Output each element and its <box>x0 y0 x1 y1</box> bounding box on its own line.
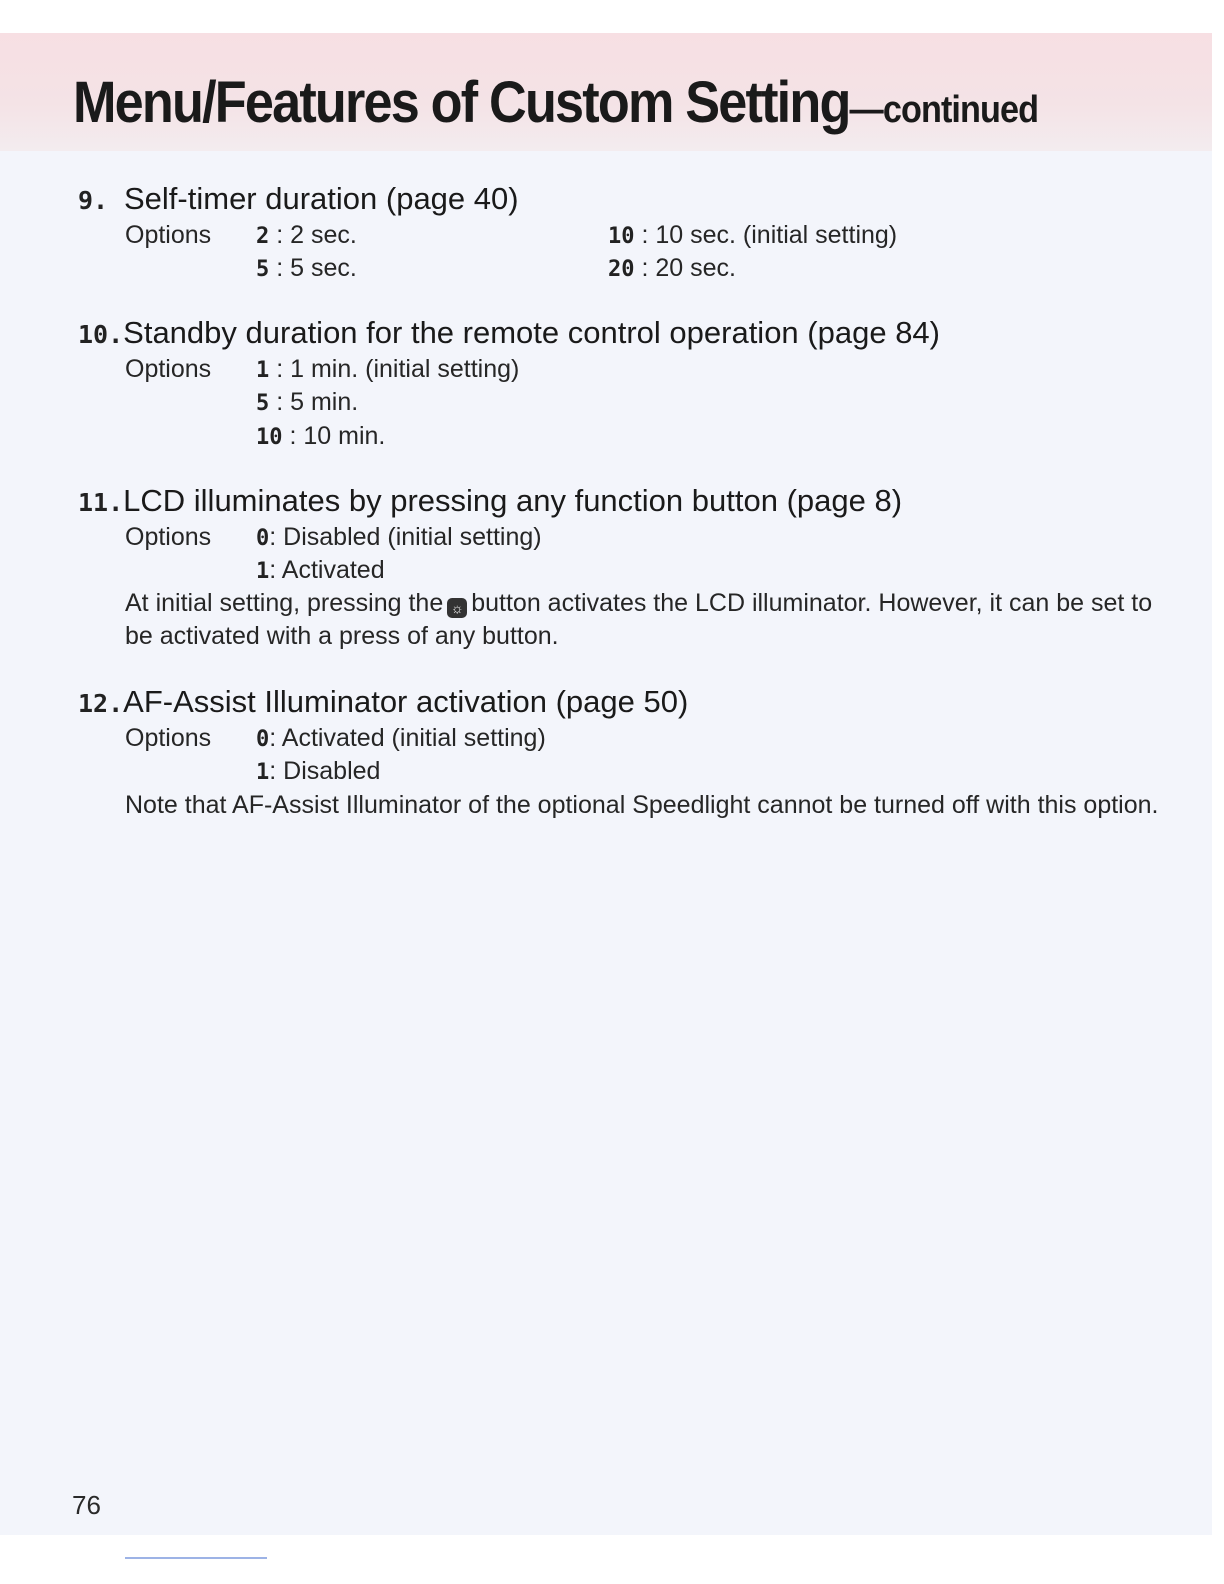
options-label: Options <box>125 523 212 551</box>
option-code: 5 <box>256 257 270 282</box>
illuminator-button-icon: ☼ <box>447 598 467 618</box>
page-title-main: Menu/Features of Custom Setting <box>73 70 850 135</box>
option-text: 10 sec. (initial setting) <box>655 221 898 249</box>
page-title-continued: —continued <box>849 89 1039 131</box>
option-code: 2 <box>256 224 270 249</box>
option-separator: : <box>276 254 284 282</box>
options-label: Options <box>125 355 212 383</box>
page-number: 76 <box>72 1490 101 1520</box>
section-lcd-illumination <box>78 483 1178 663</box>
section-number: 11. <box>78 488 124 517</box>
section-heading <box>78 315 940 351</box>
option-separator: : <box>269 556 277 584</box>
section-heading <box>78 181 519 217</box>
option-code: 1 <box>256 559 270 584</box>
option-item <box>256 422 385 451</box>
option-code: 0 <box>256 526 270 551</box>
section-self-timer <box>78 181 1178 291</box>
option-separator: : <box>276 355 284 383</box>
section-number: 9. <box>78 186 109 215</box>
option-item <box>256 724 546 753</box>
section-title: Self-timer duration (page 40) <box>124 181 519 216</box>
option-text: Disabled <box>283 757 381 785</box>
section-title: LCD illuminates by pressing any function button (page 8) <box>123 483 903 518</box>
section-title: Standby duration for the remote control operation (page 84) <box>123 315 940 350</box>
section-heading <box>78 483 902 519</box>
option-separator: : <box>269 757 277 785</box>
option-item <box>608 221 897 250</box>
option-item <box>256 757 380 786</box>
section-note: Note that AF-Assist Illuminator of the optional Speedlight cannot be turned off with this option. <box>125 791 1159 819</box>
section-remote-standby <box>78 315 1178 455</box>
option-code: 5 <box>256 391 270 416</box>
manual-page <box>0 33 1212 1535</box>
note-text-before-icon: At initial setting, pressing the <box>125 589 444 617</box>
option-item <box>256 523 542 552</box>
section-note <box>125 587 1175 653</box>
option-code: 1 <box>256 358 270 383</box>
section-heading <box>78 684 688 720</box>
option-code: 0 <box>256 727 270 752</box>
section-title: AF-Assist Illuminator activation (page 50) <box>123 684 689 719</box>
option-code: 20 <box>608 257 635 282</box>
section-number: 10. <box>78 320 124 349</box>
option-item <box>256 556 385 585</box>
option-text: 20 sec. <box>655 254 736 282</box>
section-af-assist <box>78 684 1178 864</box>
option-separator: : <box>276 388 284 416</box>
option-text: 2 sec. <box>290 221 357 249</box>
options-label: Options <box>125 724 212 752</box>
option-separator: : <box>641 221 649 249</box>
option-text: Activated <box>281 556 385 584</box>
option-item <box>256 254 357 283</box>
option-text: 10 min. <box>303 422 386 450</box>
option-text: Activated (initial setting) <box>281 724 546 752</box>
option-separator: : <box>289 422 297 450</box>
option-separator: : <box>641 254 649 282</box>
option-code: 10 <box>608 224 635 249</box>
option-item <box>256 388 358 417</box>
page-title <box>73 69 1038 136</box>
option-separator: : <box>269 523 277 551</box>
note-text-after-icon: button activates the LCD illuminator. However, it can be set to be activated with a press of any button. <box>125 589 1153 650</box>
option-text: 5 min. <box>290 388 359 416</box>
option-item <box>256 221 357 250</box>
footer-divider <box>125 1557 267 1559</box>
option-code: 10 <box>256 425 283 450</box>
option-separator: : <box>269 724 277 752</box>
section-number: 12. <box>78 689 124 718</box>
options-label: Options <box>125 221 212 249</box>
option-text: 5 sec. <box>290 254 357 282</box>
option-separator: : <box>276 221 284 249</box>
option-item <box>256 355 519 384</box>
option-code: 1 <box>256 760 270 785</box>
option-item <box>608 254 736 283</box>
option-text: 1 min. (initial setting) <box>290 355 520 383</box>
option-text: Disabled (initial setting) <box>283 523 542 551</box>
